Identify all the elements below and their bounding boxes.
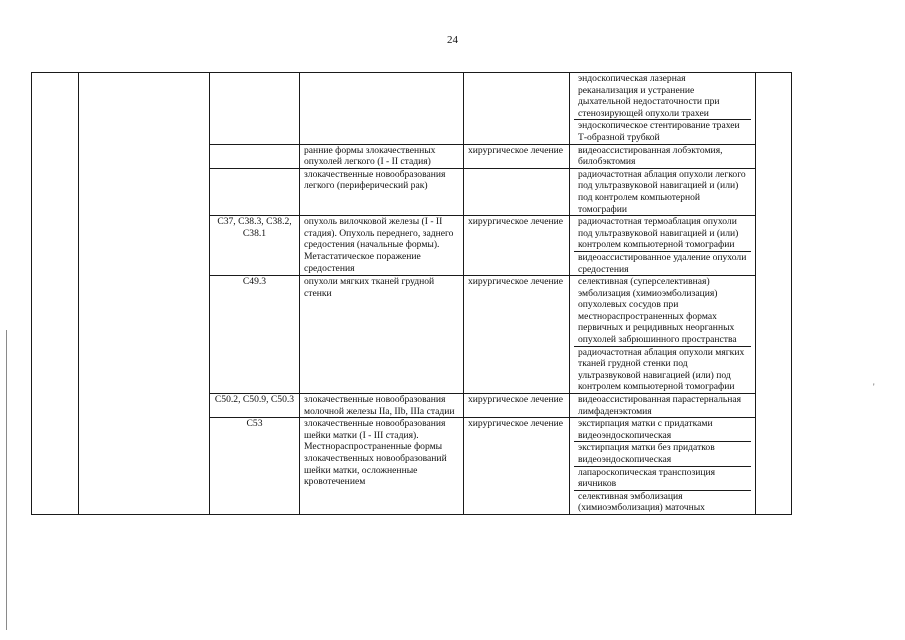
method-item: видеоассистированная парастернальная лимфаденэктомия	[578, 394, 742, 417]
treatment-method-cell	[570, 394, 756, 418]
icd-code-cell: C49.3	[210, 276, 300, 394]
treatment-type-cell: хирургическое лечение	[464, 418, 570, 515]
method-item: видеоассистированное удаление опухоли средостения	[578, 251, 747, 275]
icd-code-cell	[210, 168, 300, 215]
icd-code-cell	[210, 73, 300, 145]
diagnosis-cell: злокачественные новообразования легкого (периферический рак)	[300, 168, 464, 215]
treatment-method-cell	[570, 168, 756, 215]
number-cell	[32, 73, 79, 515]
treatment-type-cell: хирургическое лечение	[464, 144, 570, 168]
diagnosis-cell: ранние формы злокачественных опухолей легкого (I - II стадия)	[300, 144, 464, 168]
treatment-method-cell	[570, 73, 756, 145]
treatment-type-cell: хирургическое лечение	[464, 216, 570, 276]
icd-code-cell	[210, 144, 300, 168]
treatment-method-cell	[570, 276, 756, 394]
treatment-type-cell: хирургическое лечение	[464, 276, 570, 394]
treatment-type-cell: хирургическое лечение	[464, 394, 570, 418]
table-row	[32, 73, 792, 145]
method-item: эндоскопическое стентирование трахеи Т-образной трубкой	[578, 120, 740, 143]
treatment-method-cell	[570, 216, 756, 276]
method-item: видеоассистированная лобэктомия, билобэктомия	[578, 144, 723, 168]
treatment-type-cell	[464, 73, 570, 145]
method-item: экстирпация матки без придатков видеоэндоскопическая	[574, 442, 751, 466]
table-body	[32, 73, 792, 515]
treatment-method-cell	[570, 418, 756, 515]
method-item: селективная эмболизация (химиоэмболизация) маточных	[578, 490, 705, 514]
diagnosis-cell: злокачественные новообразования молочной железы IIa, IIb, IIIa стадии	[300, 394, 464, 418]
scan-artifact-mark: '	[873, 382, 875, 392]
cost-cell	[756, 73, 792, 515]
page-number: 24	[447, 34, 458, 46]
diagnosis-cell: опухоли мягких тканей грудной стенки	[300, 276, 464, 394]
method-item: экстирпация матки с придатками видеоэндоскопическая	[574, 418, 751, 442]
method-item: радиочастотная аблация опухоли легкого под ультразвуковой навигацией и (или) под контролем компьютерной томографии	[578, 168, 746, 215]
diagnosis-cell: опухоль вилочковой железы (I - II стадия). Опухоль переднего, заднего средостения (начальные формы). Метастатическое поражение средостения	[300, 216, 464, 276]
scan-edge-line	[6, 330, 7, 630]
diagnosis-cell	[300, 73, 464, 145]
method-item: эндоскопическая лазерная реканализация и устранение дыхательной недостаточности при стенозирующей опухоли трахеи	[574, 73, 751, 120]
method-item: селективная (суперселективная) эмболизация (химиоэмболизация) опухолевых сосудов при местнораспространенных формах первичных и рецидивных неорганных опухолей забрюшинного пространства	[574, 276, 751, 347]
icd-code-cell: C37, C38.3, C38.2, C38.1	[210, 216, 300, 276]
method-item: радиочастотная аблация опухоли мягких тканей грудной стенки под ультразвуковой навигацией (или) под контролем компьютерной томографии	[578, 346, 745, 393]
method-item: радиочастотная термоаблация опухоли под ультразвуковой навигацией и (или) контролем компьютерной томографии	[574, 216, 751, 252]
treatment-type-cell	[464, 168, 570, 215]
icd-code-cell: C50.2, C50.9, C50.3	[210, 394, 300, 418]
group-name-cell	[79, 73, 210, 515]
medical-care-table	[31, 72, 792, 515]
method-item: лапароскопическая транспозиция яичников	[574, 467, 751, 491]
treatment-method-cell	[570, 144, 756, 168]
diagnosis-cell: злокачественные новообразования шейки матки (I - III стадия). Местнораспространенные формы злокачественных новообразований шейки матки, осложненные кровотечением	[300, 418, 464, 515]
icd-code-cell: C53	[210, 418, 300, 515]
